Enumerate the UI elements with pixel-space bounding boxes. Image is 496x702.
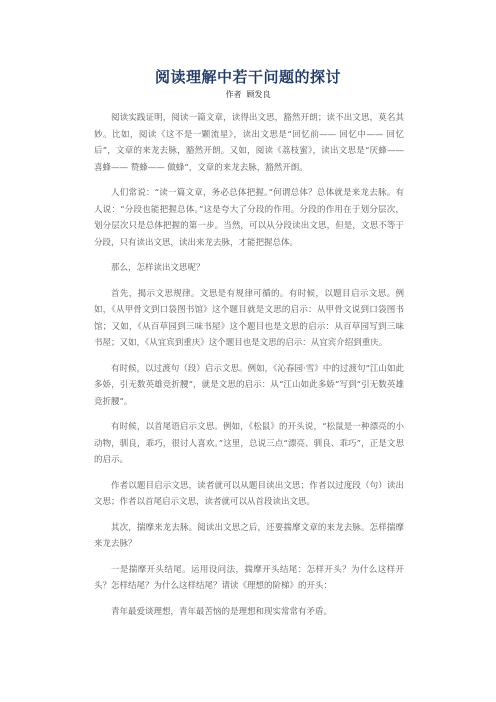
paragraph: 那么，怎样读出文思呢？ [111,263,205,273]
paragraph: 有时候，以过渡句（段）启示文思。例如，《沁春园·雪》中的过渡句“江山如此多娇，引无数英雄竞折腰”，就是文思的启示：从“江山如此多娇”写到“引无数英雄竞折腰”。 [94,363,404,407]
author-line [0,89,496,100]
paragraph: 一是揣摩开头结尾。运用设问法，揣摩开头结尾：怎样开头？为什么这样开头？怎样结尾？为什么这样结尾？请读《理想的阶梯》的开头： [94,564,404,591]
author-label: 作者 [225,90,242,99]
article-body [94,110,404,629]
paragraph: 其次，揣摩来龙去脉。阅读出文思之后，还要揣摩文章的来龙去脉。怎样揣摩来龙去脉？ [94,522,404,549]
paragraph: 阅读实践证明，阅读一篇文章，读得出文思，豁然开朗；读不出文思，莫名其妙。比如，阅读《这不是一颗流星》，读出文思是“回忆前—— 回忆中—— 回忆后”，文章的来龙去脉，豁然开朗。又如，阅读《荔枝蜜》，读出文思是“厌蜂—— 喜蜂—— 赞蜂—— 做蜂”，文章的来龙去脉，豁然开朗。 [94,113,404,173]
paragraph: 青年最爱谈理想，青年最苦恼的是理想和现实常常有矛盾。 [111,606,333,617]
page-title: 阅读理解中若干问题的探讨 [154,68,341,86]
paragraph: 人们常说：“读一篇文章，务必总体把握。”何谓总体？总体就是来龙去脉。有人说：“分段也能把握总体。”这是夸大了分段的作用。分段的作用在于划分层次，划分层次只是总体把握的第一步。当然，可以从分段读出文思，但是，文思不等于分段，只有读出文思，读出来龙去脉，才能把握总体。 [94,188,404,248]
paragraph: 首先，揭示文思规律。文思是有规律可循的。有时候，以题目启示文思。例如，《从甲骨文到口袋图书馆》这个题目就是文思的启示：从甲骨文说到口袋图书馆；又如，《从百草园到三味书屋》这个题目也是文思的启示：从百草园写到三味书屋；又如，《从宜宾到重庆》这个题目也是文思的启示：从宜宾介绍到重庆。 [94,288,404,348]
author-name: 顾发良 [246,90,271,99]
paragraph: 作者以题目启示文思，读者就可以从题目读出文思；作者以过度段（句）读出文思；作者以首尾启示文思，读者就可以从首段读出文思。 [94,480,404,507]
paragraph: 有时候，以首尾语启示文思。例如，《松鼠》的开头说，“松鼠是一种漂亮的小动物，驯良，乖巧，很讨人喜欢。”这里，总说三点“漂亮、驯良、乖巧”，正是文思的启示。 [94,422,404,465]
